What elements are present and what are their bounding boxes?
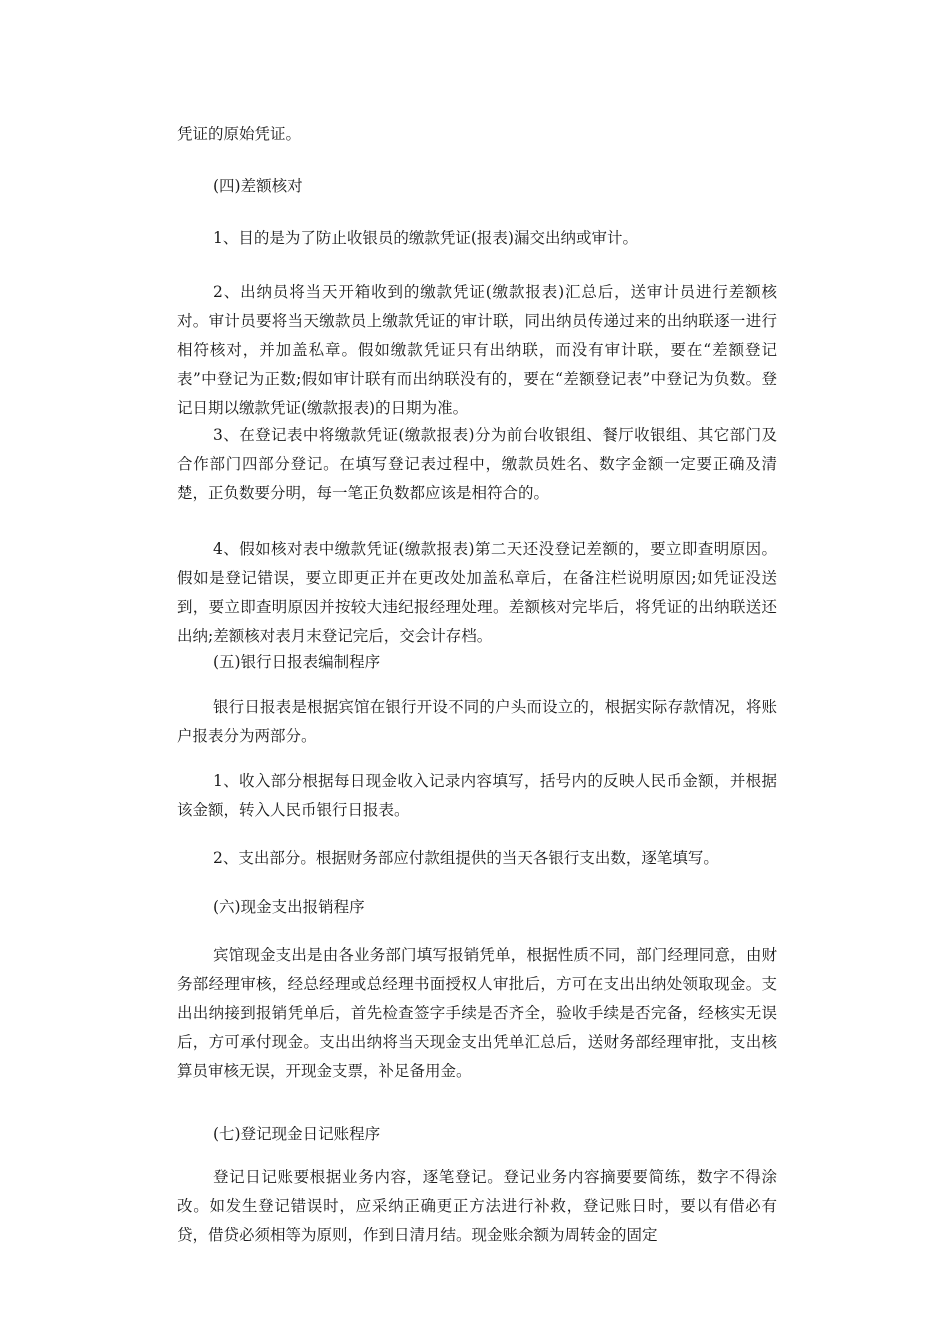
paragraph-continuation: 凭证的原始凭证。 <box>177 125 302 143</box>
paragraph-4-1: 1、目的是为了防止收银员的缴款凭证(报表)漏交出纳或审计。 <box>213 229 638 247</box>
paragraph-5-intro: 银行日报表是根据宾馆在银行开设不同的户头而设立的，根据实际存款情况，将账户报表分为两部分。 <box>177 698 777 745</box>
paragraph-4-2: 2、出纳员将当天开箱收到的缴款凭证(缴款报表)汇总后，送审计员进行差额核对。审计员要将当天缴款员上缴款凭证的审计联，同出纳员传递过来的出纳联逐一进行相符核对，并加盖私章。假如缴款凭证只有出纳联，而没有审计联，要在“差额登记表”中登记为正数;假如审计联有而出纳联没有的，要在“差额登记表”中登记为负数。登记日期以缴款凭证(缴款报表)的日期为准。 <box>177 283 777 417</box>
paragraph-4-3: 3、在登记表中将缴款凭证(缴款报表)分为前台收银组、餐厅收银组、其它部门及合作部门四部分登记。在填写登记表过程中，缴款员姓名、数字金额一定要正确及清楚，正负数要分明，每一笔正负数都应该是相符合的。 <box>177 426 777 502</box>
paragraph-7-body: 登记日记账要根据业务内容，逐笔登记。登记业务内容摘要要简练，数字不得涂改。如发生登记错误时，应采纳正确更正方法进行补救，登记账日时，要以有借必有贷，借贷必须相等为原则，作到日清月结。现金账余额为周转金的固定 <box>177 1168 777 1244</box>
paragraph-5-1: 1、收入部分根据每日现金收入记录内容填写，括号内的反映人民币金额，并根据该金额，转入人民币银行日报表。 <box>177 772 777 819</box>
paragraph-5-2: 2、支出部分。根据财务部应付款组提供的当天各银行支出数，逐笔填写。 <box>213 849 719 867</box>
section-heading-5: (五)银行日报表编制程序 <box>213 653 381 671</box>
section-heading-6: (六)现金支出报销程序 <box>213 898 365 916</box>
paragraph-4-4: 4、假如核对表中缴款凭证(缴款报表)第二天还没登记差额的，要立即查明原因。假如是登记错误，要立即更正并在更改处加盖私章后，在备注栏说明原因;如凭证没送到，要立即查明原因并按较大违纪报经理处理。差额核对完毕后，将凭证的出纳联送还出纳;差额核对表月末登记完后，交会计存档。 <box>177 540 777 645</box>
paragraph-6-body: 宾馆现金支出是由各业务部门填写报销凭单，根据性质不同，部门经理同意，由财务部经理审核，经总经理或总经理书面授权人审批后，方可在支出出纳处领取现金。支出出纳接到报销凭单后，首先检查签字手续是否齐全，验收手续是否完备，经核实无误后，方可承付现金。支出出纳将当天现金支出凭单汇总后，送财务部经理审批，支出核算员审核无误，开现金支票，补足备用金。 <box>177 946 777 1080</box>
section-heading-4: (四)差额核对 <box>213 177 303 195</box>
section-heading-7: (七)登记现金日记账程序 <box>213 1125 381 1143</box>
